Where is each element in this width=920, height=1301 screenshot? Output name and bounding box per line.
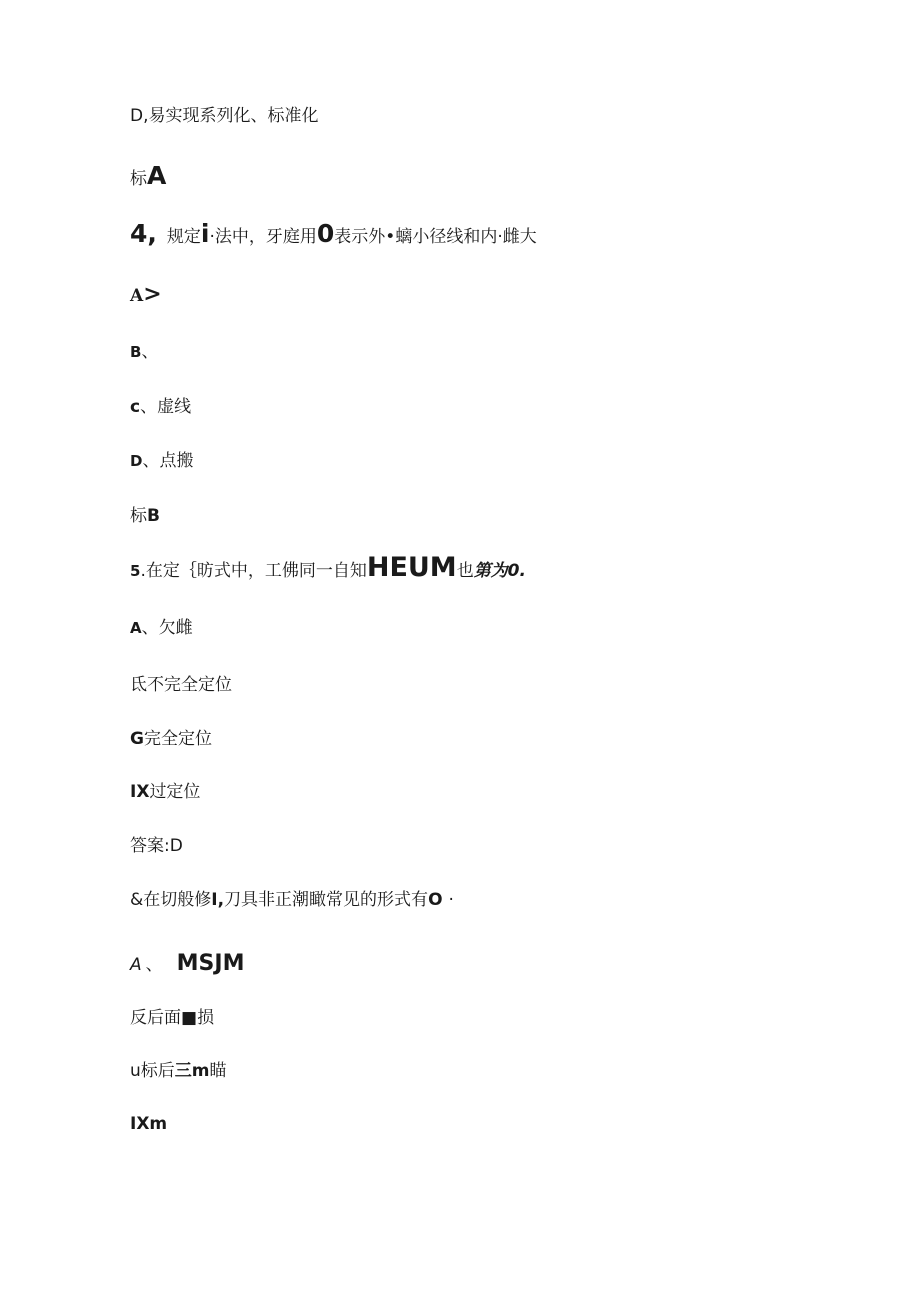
option-text: 、点搬 <box>142 451 194 471</box>
option-text-part: 反后面 <box>130 1008 181 1028</box>
option-a-q6 <box>130 953 244 976</box>
option-a-q4 <box>130 283 162 307</box>
question-text-part: 规定 <box>166 227 201 247</box>
option-d-q3 <box>130 105 319 127</box>
option-separator: 、 <box>145 955 163 975</box>
option-letter: A <box>130 619 142 637</box>
question-text-part: O <box>428 890 443 910</box>
option-text: 过定位 <box>149 782 201 802</box>
question-text-part: .在定｛昉式中，工佛同一自知 <box>140 561 367 581</box>
option-a-q5 <box>130 617 193 639</box>
option-letter: D <box>130 452 143 470</box>
option-c-q5 <box>130 728 212 750</box>
question-text-part: 表示外•螭小径线和内·雌大 <box>334 227 537 247</box>
line-text: 氐不完全定位 <box>130 675 232 695</box>
option-c-q6 <box>130 1060 227 1082</box>
option-text: 完全定位 <box>143 729 212 749</box>
option-text: 、虚线 <box>140 397 192 417</box>
answer-prefix: 标 <box>130 506 147 526</box>
answer-q5 <box>130 835 183 857</box>
question-text-part: I, <box>211 890 225 910</box>
question-number: 5 <box>130 562 141 580</box>
question-text-part: 也 <box>456 561 474 581</box>
option-letter: B <box>130 343 142 361</box>
question-text-part: &在切般修 <box>130 890 212 910</box>
option-text-part: 瞄 <box>209 1061 227 1081</box>
question-number: 4, <box>130 219 157 248</box>
option-letter: A <box>130 955 142 975</box>
answer-q3 <box>130 161 167 190</box>
option-letter: c <box>130 397 141 417</box>
option-d-q5 <box>130 781 200 803</box>
answer-q4 <box>130 505 160 527</box>
question-text-part: 刀具非正潮瞰常见的形式有 <box>224 890 429 910</box>
option-letter: G <box>130 729 144 749</box>
line-text: 答案:D <box>130 836 183 856</box>
answer-prefix: 标 <box>130 169 147 189</box>
answer-letter: B <box>147 506 160 526</box>
option-text: 、欠雌 <box>141 618 193 638</box>
option-letter: A <box>130 286 144 306</box>
option-text: 、 <box>141 342 159 362</box>
question-text-part: 第为0. <box>473 561 526 581</box>
option-b-q5 <box>130 674 232 696</box>
question-6 <box>130 889 454 911</box>
question-text-part: i <box>200 219 210 248</box>
option-b-q6 <box>130 1007 214 1029</box>
option-text-part: ■ <box>181 1008 198 1028</box>
option-b-q4 <box>130 341 158 363</box>
option-text: MSJM <box>176 951 245 976</box>
question-text-part: · <box>448 890 454 910</box>
question-5 <box>130 552 526 583</box>
question-text-part: 0 <box>316 219 335 248</box>
option-c-q4 <box>130 396 191 418</box>
question-text-part: ·法中，牙庭用 <box>209 227 317 247</box>
option-d-q6 <box>130 1113 167 1135</box>
option-text-part: 损 <box>197 1008 215 1028</box>
line-text: D,易实现系列化、标准化 <box>130 106 319 126</box>
option-letter: IX <box>130 782 150 802</box>
question-4 <box>130 219 537 248</box>
option-text-part: 三m <box>174 1061 210 1081</box>
option-d-q4 <box>130 450 193 472</box>
line-text: IXm <box>130 1114 168 1134</box>
answer-letter: A <box>147 161 167 190</box>
question-text-part: HEUM <box>366 552 457 583</box>
option-text: > <box>143 281 162 307</box>
option-text-part: u标后 <box>130 1061 175 1081</box>
